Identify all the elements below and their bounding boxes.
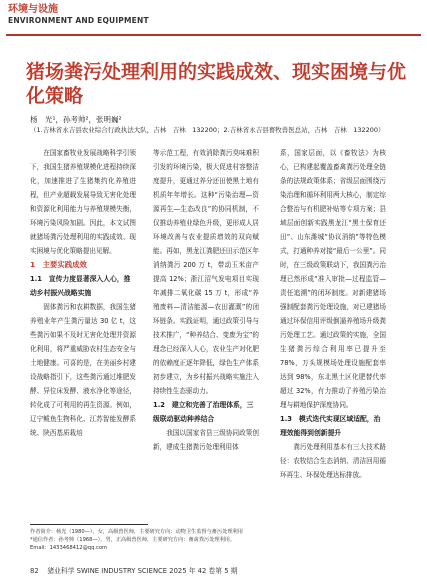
paragraph: 系，国家层面，以《畜牧法》为核心，已构建起覆盖畜禽粪污处理全链条的法规政策体系；省级层面围绕污染治理和循环利用两大核心，制定综合整治与有机肥补贴等专项方案；县域层面创新实践黑龙江“黑土保育还田”、山东潍城“协议消纳”等特色模式，打通种养对接“最后一公里”。同时，在三级政策联动下，我国粪污治理已然形成“准入审批—过程监管—责任追溯”的闭环制度。对新建猪场强制配套粪污处理设施，对已建猪场通过环保信用评级倒逼养殖场升级粪污处理工艺。通过政策的实施，全国生猪粪污综合利用率已提升至 78%，万头规模场处理设施配套率达到 98%，东北黑土区化肥替代率超过 32%，有力推动了养殖污染治理与耕地保护深度协同。 [280,149,386,409]
column-3 [280,146,386,482]
paragraph: 固体粪污和农耕数据，我国生猪养殖业年产生粪污量达 30 亿 t，这些粪污如果不及时无害化处理并资源化利用，将严重威胁农村生态安全与土地健康。可喜的是，在美丽乡村建设战略指引下，这些粪污通过堆肥发酵、异位床发酵、液水净化等途径，转化成了可利用的再生资源。例如，辽宁鲅鱼生物科化、江苏智能发酵系统、陕西基质栽培 [30,303,136,437]
article-affiliation: （1.吉林省永吉县农业综合行政执法大队，吉林 吉林 132200；2.吉林省永吉县畜牧兽医总站，吉林 吉林 132200） [30,126,385,134]
footnote-author: 作者简介：杨光（1980—），女，高级兽医师，主要研究方向：动物卫生监督与畜污处理利用 [30,529,243,535]
column-2 [153,146,259,454]
heading-level2: 1.1 宣传力度显著深入人心，推动乡村振兴战略实施 [30,275,131,297]
heading-level1: 1 主要实践成效 [30,260,87,269]
paragraph: 我国以国家省县三级协同政策创新，建成生猪粪污处理利用体 [153,429,259,451]
section-header [8,4,149,25]
footnote-rule [30,524,148,525]
paragraph: 粪污处理利用基本有三大技术路径：农牧结合生态消纳、清洁回用循环再生、环保处理达标排放。 [280,443,386,479]
footnote-corresponding: *通信作者：孙考帅（1968—），男，正高级兽医师，主要研究方向：畜禽粪污处理利用。 [30,537,236,543]
page-footer [30,565,238,575]
paragraph: 在国家畜牧业发展战略科学引领下，我国生猪养殖规模化进程持续深化，加速推进了生猪集约化养殖进程，但产业超载发展导致无害化处理和资源化利用能力与养殖规模失衡，环境污染风险加剧。因此，本文试图就猪场粪污处理利用的实践成效、现实困境与优化策略提出见解。 [30,149,136,255]
section-title-cn: 环境与设施 [8,4,58,15]
header-rule [6,34,421,36]
heading-level2: 1.2 建立和完善了治理体系，三级联动驱动种养结合 [153,401,254,423]
footnote-email: Email：1433468412@qq.com [30,545,108,551]
journal-info: 猪业科学 SWINE INDUSTRY SCIENCE 2025 年 42 卷第 5 期 [47,567,238,575]
section-title-en: ENVIRONMENT AND EQUIPMENT [8,16,149,25]
column-1 [30,146,136,524]
article-title: 猪场粪污处理利用的实践成效、现实困境与优化策略 [26,61,407,107]
page-number: 82 [30,567,39,575]
article-authors: 杨 光¹，孙考帅²，张明巍² [30,115,122,124]
heading-level2: 1.3 模式迭代实现区域适配，治理效能得到创新提升 [280,415,381,437]
footnote [30,528,243,552]
paragraph: 等示范工程，有效消除粪污臭味难积引发的环境污染，极大促进村容整洁度提升，更通过养分还田使黑土地有机质年年增长。这种“污染治理—资源再生—生态改良”的协同机制，不仅推动养殖业绿色升级，更形成人居环境改善与农业提质增效的双向赋能。再如，黑龙江粪肥还田示范区年消纳粪污 200 万 t，带动玉米亩产提高 12%；浙江沼气发电项目实现年减排二氧化碳 15 万 t，形成“养殖废料—清洁能源—农田灌溉”的闭环链条。实践证明，通过政策引导与技术推广，“种养结合、变废为宝”的理念已经深入人心，农业生产对化肥的依赖度正逐年降低，绿色生产体系初步建立，为乡村振兴战略实施注入持续性生态驱动力。 [153,149,259,395]
